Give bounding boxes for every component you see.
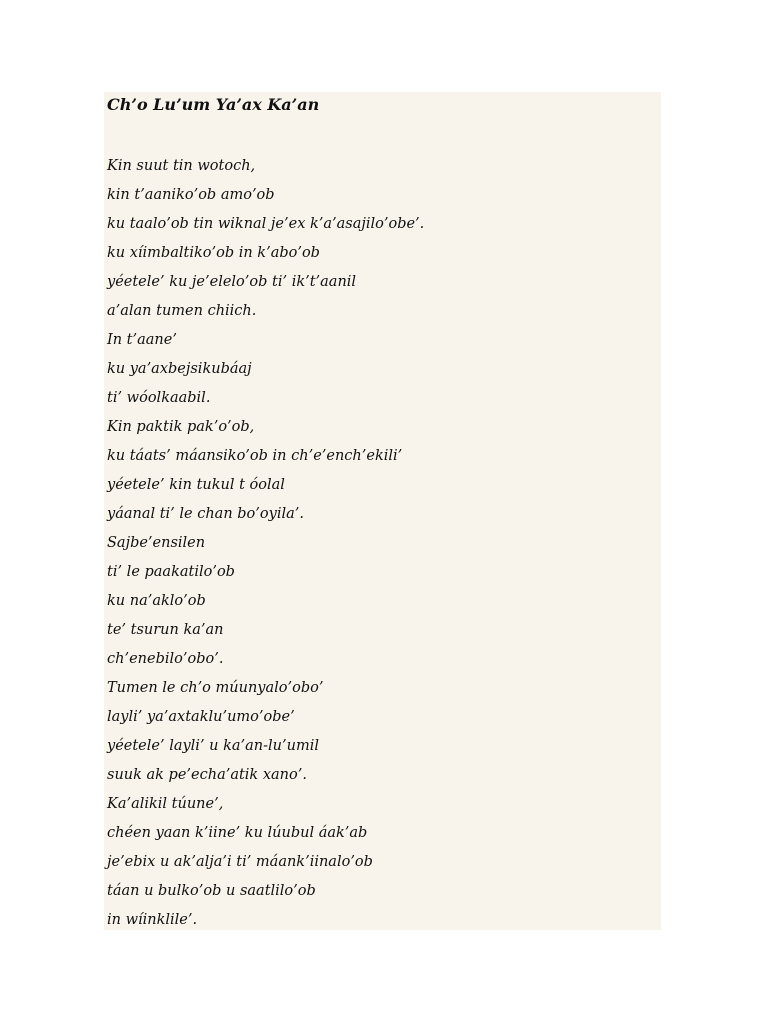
poem-line: ku xíimbaltiko’ob in k’abo’ob — [107, 245, 320, 261]
poem-line: suuk ak pe’echa’atik xano’. — [107, 767, 307, 783]
poem-line: ku na’aklo’ob — [107, 593, 206, 609]
poem-line: te’ tsurun ka’an — [107, 622, 224, 638]
poem-line: Tumen le ch’o múunyalo’obo’ — [107, 680, 324, 696]
poem-body — [107, 152, 424, 935]
poem-line: yáanal ti’ le chan bo’oyila’. — [107, 506, 304, 522]
poem-line: chéen yaan k’iine’ ku lúubul áak’ab — [107, 825, 368, 841]
poem-line: ku ya’axbejsikubáaj — [107, 361, 252, 377]
poem-line: Sajbe’ensilen — [107, 535, 206, 551]
poem-line: táan u bulko’ob u saatlilo’ob — [107, 883, 316, 899]
poem-line: kin t’aaniko’ob amo’ob — [107, 187, 275, 203]
poem-line: yéetele’ kin tukul t óolal — [107, 477, 285, 493]
poem-line: in wíinklile’. — [107, 912, 198, 928]
poem-line: Kin paktik pak’o’ob, — [107, 419, 255, 435]
poem-title: Ch’o Lu’um Ya’ax Ka’an — [107, 95, 320, 114]
poem-line: layli’ ya’axtaklu’umo’obe’ — [107, 709, 295, 725]
poem-line: ch’enebilo’obo’. — [107, 651, 224, 667]
poem-line: In t’aane’ — [107, 332, 177, 348]
poem-line: ku táats’ máansiko’ob in ch’e’ench’ekili’ — [107, 448, 403, 464]
poem-line: yéetele’ layli’ u ka’an-lu’umil — [107, 738, 319, 754]
poem-line: a’alan tumen chiich. — [107, 303, 257, 319]
poem-line: ku taalo’ob tin wiknal je’ex k’a’asajilo’obe’. — [107, 216, 425, 232]
poem-line: Kin suut tin wotoch, — [107, 158, 256, 174]
poem-line: je’ebix u ak’alja’i ti’ máank’iinalo’ob — [107, 854, 373, 870]
poem-line: ti’ le paakatilo’ob — [107, 564, 235, 580]
poem-line: Ka’alikil túune’, — [107, 796, 224, 812]
poem-line: yéetele’ ku je’elelo’ob ti’ ik’t’aanil — [107, 274, 357, 290]
poem-line: ti’ wóolkaabil. — [107, 390, 211, 406]
